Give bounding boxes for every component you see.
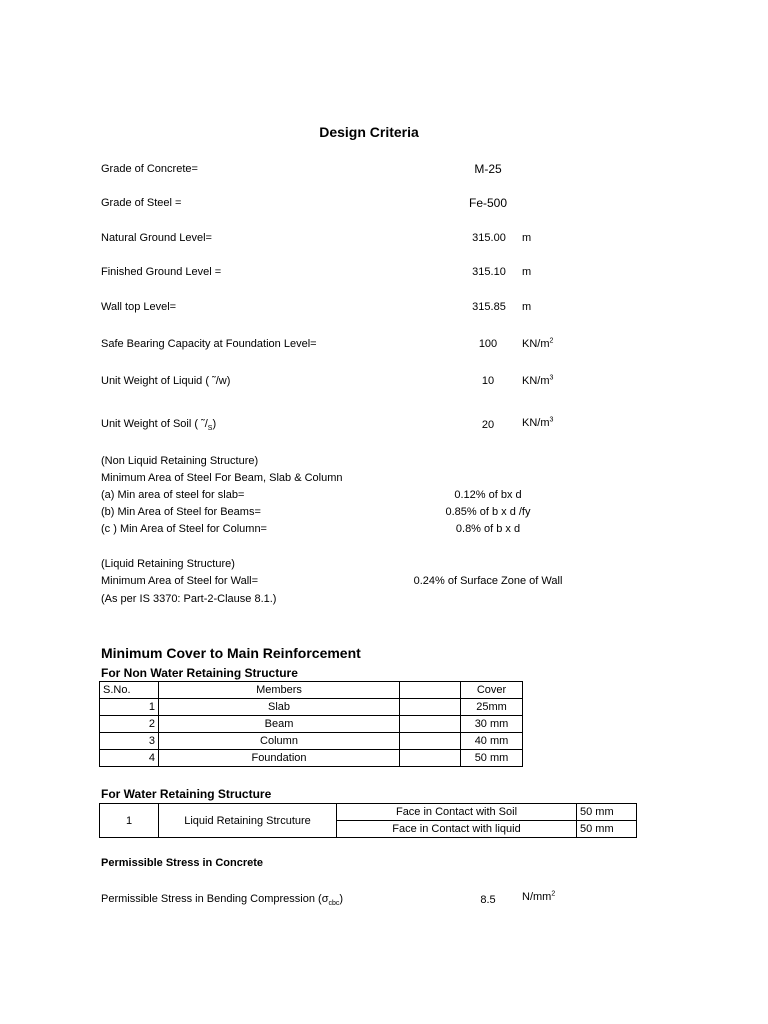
wall-top-level-value: 315.85	[472, 301, 506, 313]
water-row-sno: 1	[100, 804, 159, 838]
row-member: Beam	[159, 716, 400, 733]
row-blank	[400, 716, 461, 733]
uwl-unit-sup: 3	[549, 374, 554, 382]
sbc-label: Safe Bearing Capacity at Foundation Level=	[101, 338, 317, 350]
min-steel-beam-label: (b) Min Area of Steel for Beams=	[101, 506, 261, 518]
row-blank	[400, 750, 461, 767]
non-water-heading: For Non Water Retaining Structure	[101, 666, 298, 680]
table-row	[100, 750, 523, 767]
unit-weight-soil-label	[101, 418, 217, 433]
bending-compression-unit	[522, 891, 555, 903]
uws-label-symbol: ˜/	[201, 418, 208, 430]
row-blank	[400, 699, 461, 716]
uws-label-post: )	[212, 418, 217, 430]
row-sno: 4	[100, 750, 159, 767]
steel-grade-value: Fe-500	[468, 196, 508, 210]
bc-label-pre: Permissible Stress in Bending Compression (	[101, 893, 322, 905]
ngl-unit: m	[522, 232, 532, 244]
row-sno: 1	[100, 699, 159, 716]
row-blank	[400, 733, 461, 750]
permissible-heading: Permissible Stress in Concrete	[101, 857, 264, 869]
water-row-member: Liquid Retaining Strcuture	[159, 804, 337, 838]
min-steel-column-value: 0.8% of b x d	[455, 523, 521, 535]
row-cover: 25mm	[461, 699, 523, 716]
ngl-value: 315.00	[472, 232, 506, 244]
uwl-unit-text: KN/m	[522, 375, 550, 387]
non-liquid-heading: (Non Liquid Retaining Structure)	[101, 455, 259, 467]
bc-label-post: )	[339, 893, 344, 905]
sbc-unit	[522, 338, 553, 350]
table-row	[100, 716, 523, 733]
steel-grade-label: Grade of Steel =	[101, 197, 182, 209]
unit-weight-soil-value: 20	[481, 419, 495, 431]
water-cover-table	[99, 803, 637, 838]
sbc-unit-text: KN/m	[522, 338, 550, 350]
uws-unit-sup: 3	[549, 416, 554, 424]
liquid-heading: (Liquid Retaining Structure)	[101, 558, 235, 570]
unit-weight-liquid-value: 10	[481, 375, 495, 387]
sbc-unit-sup: 2	[549, 337, 554, 345]
header-blank	[400, 682, 461, 699]
unit-weight-liquid-label	[101, 375, 230, 387]
row-member: Foundation	[159, 750, 400, 767]
water-row-cover: 50 mm	[577, 821, 637, 838]
row-sno: 3	[100, 733, 159, 750]
header-cover: Cover	[461, 682, 523, 699]
ngl-label: Natural Ground Level=	[101, 232, 212, 244]
wall-top-level-label: Wall top Level=	[101, 301, 177, 313]
water-row-cover: 50 mm	[577, 804, 637, 821]
min-steel-wall-value: 0.24% of Surface Zone of Wall	[413, 575, 563, 587]
bc-unit-sup: 2	[551, 890, 556, 898]
cover-heading: Minimum Cover to Main Reinforcement	[101, 645, 361, 661]
bc-label-sub: cbc	[328, 900, 340, 908]
row-sno: 2	[100, 716, 159, 733]
uwl-label-text: Unit Weight of Liquid (	[101, 375, 213, 387]
concrete-grade-value: M-25	[474, 162, 502, 176]
water-row-face: Face in Contact with liquid	[337, 821, 577, 838]
sbc-value: 100	[478, 338, 498, 350]
header-sno: S.No.	[100, 682, 159, 699]
wall-top-level-unit: m	[522, 301, 532, 313]
is-code-note: (As per IS 3370: Part-2-Clause 8.1.)	[101, 593, 277, 605]
row-member: Column	[159, 733, 400, 750]
bc-unit-text: N/mm	[522, 891, 552, 903]
uws-label-text: Unit Weight of Soil (	[101, 418, 202, 430]
table-header-row	[100, 682, 523, 699]
fgl-unit: m	[522, 266, 532, 278]
min-steel-slab-value: 0.12% of bx d	[454, 489, 522, 501]
table-row	[100, 733, 523, 750]
uws-unit-text: KN/m	[522, 417, 550, 429]
fgl-label: Finished Ground Level =	[101, 266, 222, 278]
unit-weight-soil-unit	[522, 417, 553, 429]
uwl-label-symbol: ˜/w)	[212, 375, 231, 387]
table-row	[100, 699, 523, 716]
unit-weight-liquid-unit	[522, 375, 553, 387]
min-steel-column-label: (c ) Min Area of Steel for Column=	[101, 523, 267, 535]
row-cover: 40 mm	[461, 733, 523, 750]
min-steel-slab-label: (a) Min area of steel for slab=	[101, 489, 245, 501]
non-liquid-subheading: Minimum Area of Steel For Beam, Slab & Column	[101, 472, 343, 484]
row-cover: 30 mm	[461, 716, 523, 733]
bending-compression-value: 8.5	[480, 894, 496, 906]
bending-compression-label	[101, 893, 344, 908]
water-heading: For Water Retaining Structure	[101, 787, 272, 801]
row-cover: 50 mm	[461, 750, 523, 767]
non-water-cover-table	[99, 681, 523, 767]
page-title: Design Criteria	[319, 124, 419, 140]
table-row	[100, 804, 637, 821]
min-steel-wall-label: Minimum Area of Steel for Wall=	[101, 575, 259, 587]
row-member: Slab	[159, 699, 400, 716]
concrete-grade-label: Grade of Concrete=	[101, 163, 198, 175]
water-row-face: Face in Contact with Soil	[337, 804, 577, 821]
header-members: Members	[159, 682, 400, 699]
fgl-value: 315.10	[472, 266, 506, 278]
min-steel-beam-value: 0.85% of b x d /fy	[445, 506, 531, 518]
bc-label-symbol: σ	[321, 893, 329, 905]
uws-label-sub: S	[207, 425, 213, 433]
